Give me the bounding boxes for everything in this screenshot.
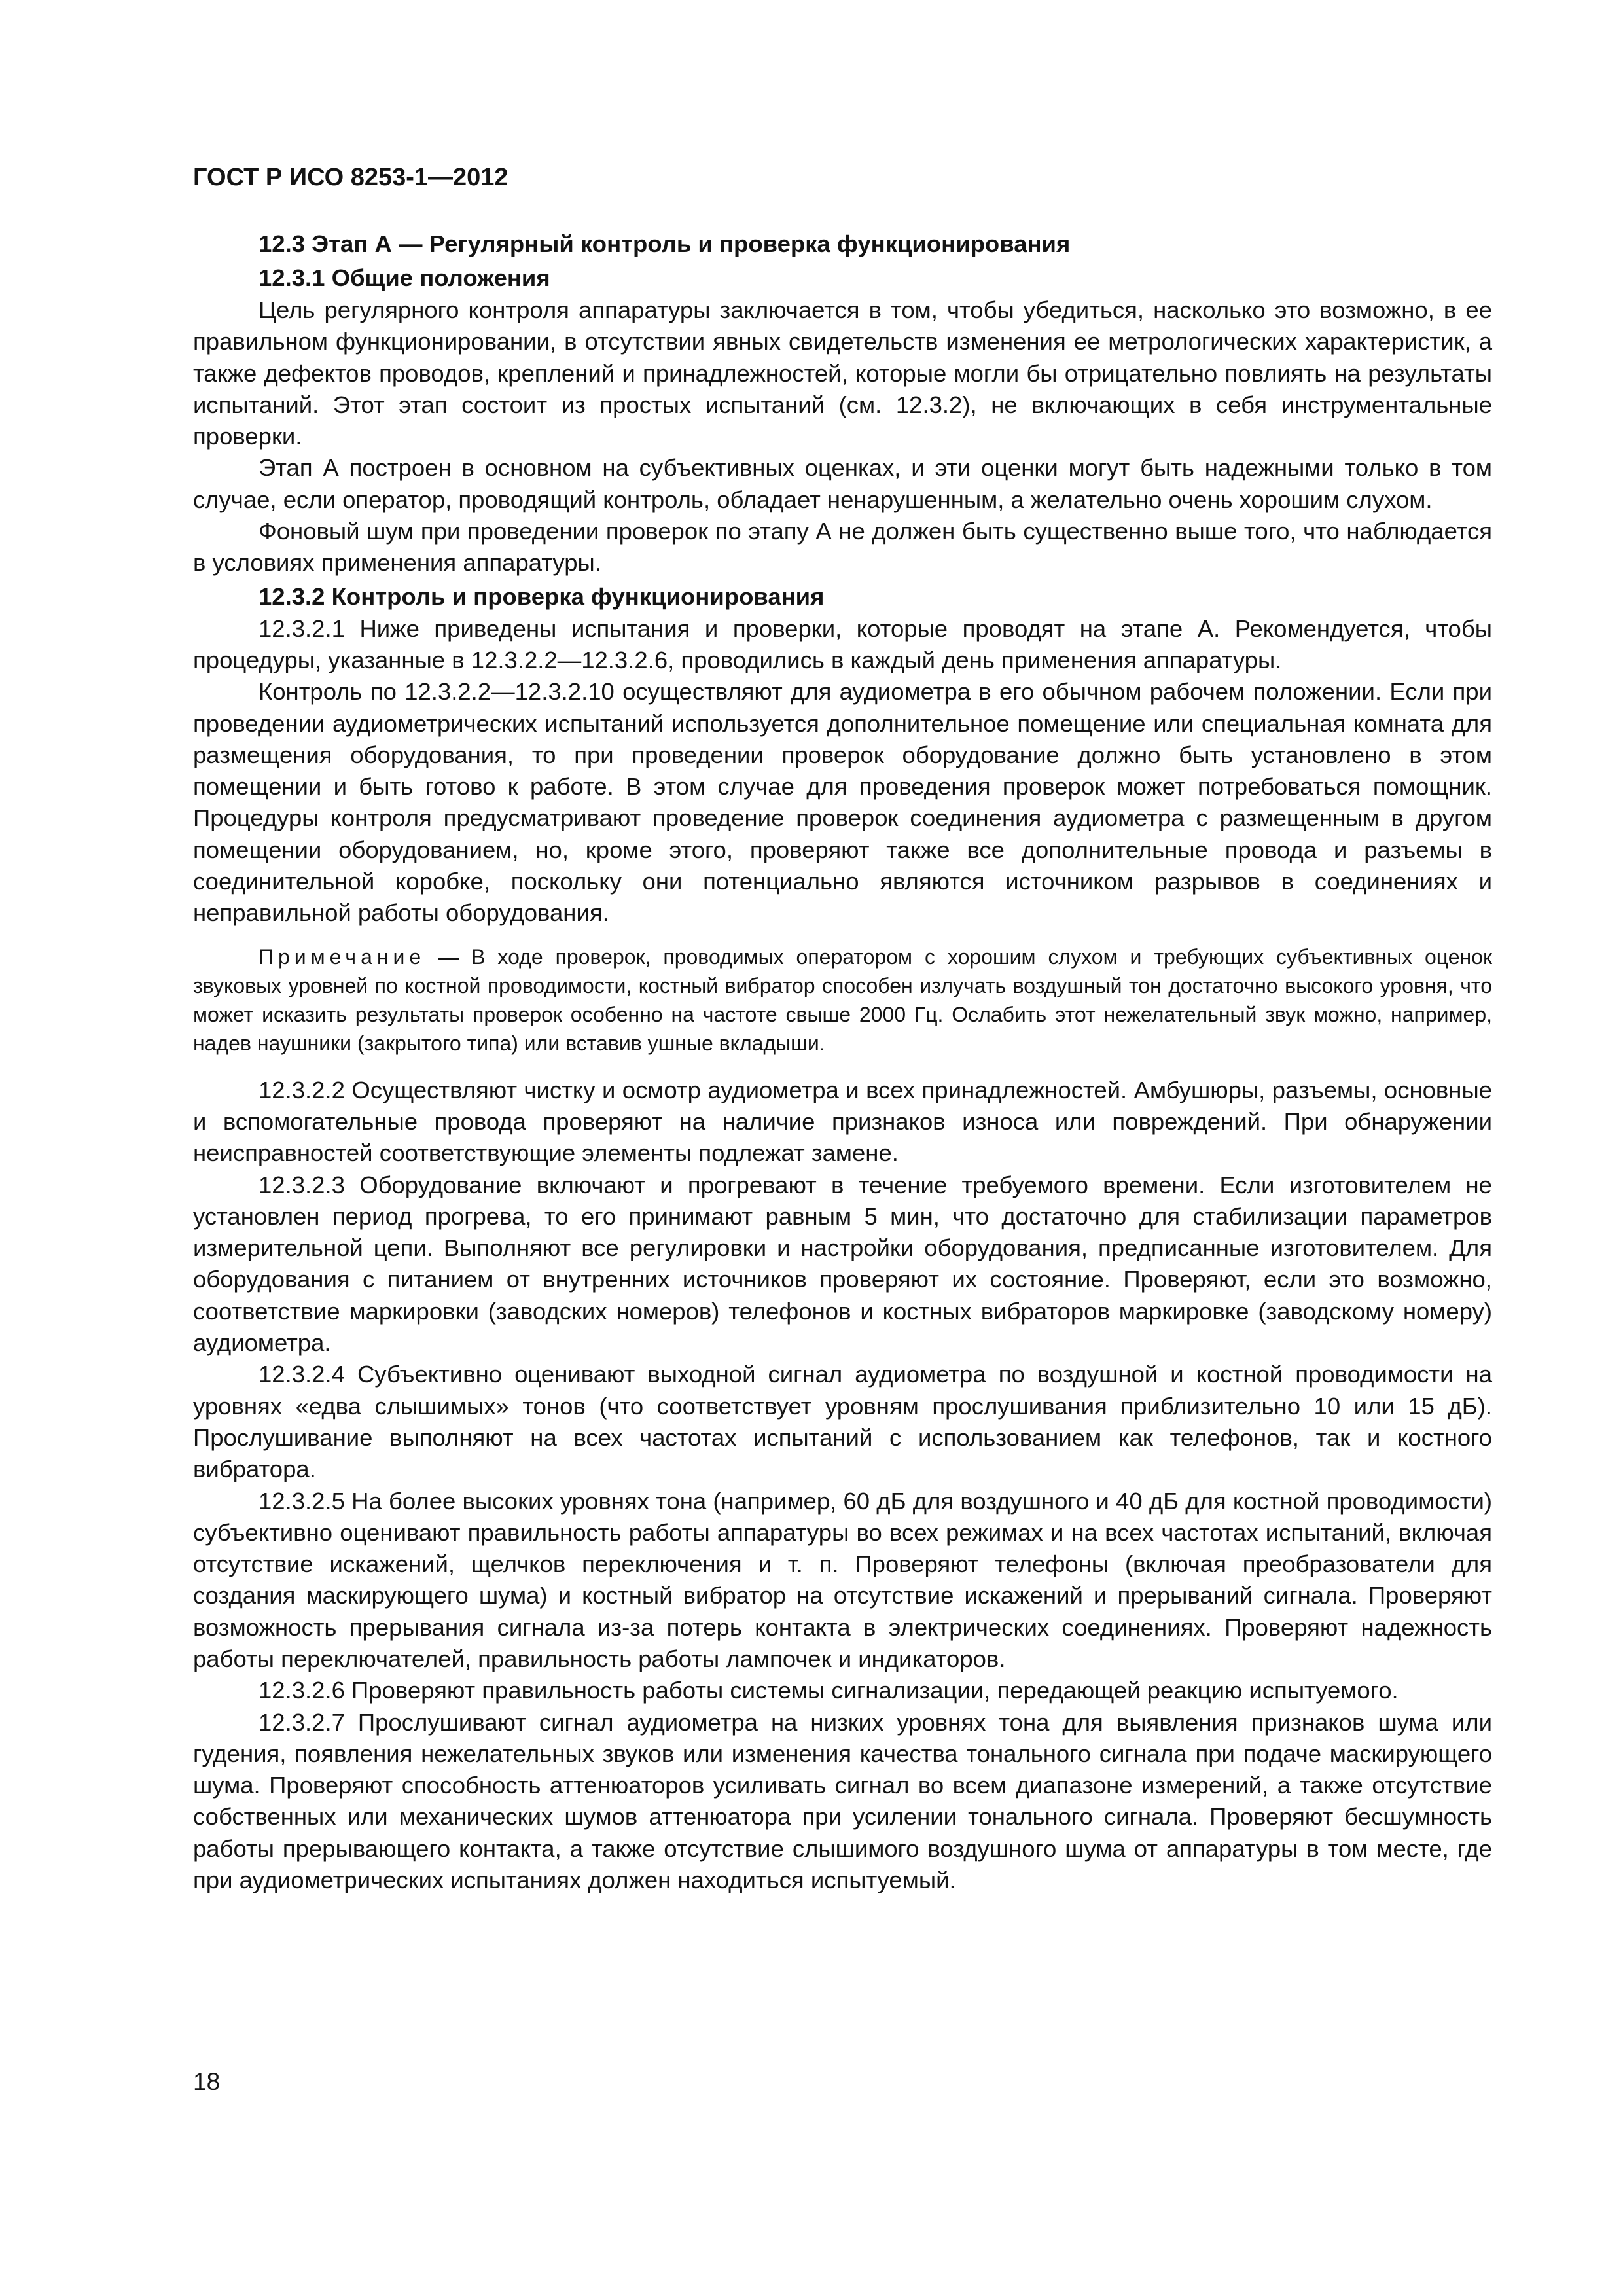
body-paragraph: 12.3.2.3 Оборудование включают и прогревают в течение требуемого времени. Если изготовителем не установлен период прогрева, то его принимают равным 5 мин, что достаточно для стабилизации параметров измерительной цепи. Выполняют все регулировки и настройки оборудования, предписанные изготовителем. Для оборудования с питанием от внутренних источников проверяют их состояние. Проверяют, если это возможно, соответствие маркировки (заводских номеров) телефонов и костных вибраторов маркировке (заводскому номеру) аудиометра. bbox=[193, 1171, 1492, 1357]
section-heading-12-3-1: 12.3.1 Общие положения bbox=[259, 264, 550, 291]
note-label: Примечание bbox=[259, 944, 426, 969]
body-paragraph: 12.3.2.5 На более высоких уровнях тона (например, 60 дБ для воздушного и 40 дБ для костной проводимости) субъективно оценивают правильность работы аппаратуры во всех режимах и на всех частотах испытаний, включая отсутствие искажений, щелчков переключения и т. п. Проверяют телефоны (включая преобразователи для создания маскирующего шума) и костный вибратор на отсутствие искажений и прерываний сигнала. Проверяют возможность прерывания сигнала из-за потерь контакта в электрических соединениях. Проверяют надежность работы переключателей, правильность работы лампочек и индикаторов. bbox=[193, 1487, 1492, 1672]
body-paragraph: Контроль по 12.3.2.2—12.3.2.10 осуществляют для аудиометра в его обычном рабочем положении. Если при проведении аудиометрических испытаний используется дополнительное помещение или специальная комната для размещения оборудования, то при проведении проверок оборудование должно быть установлено в этом помещении и быть готово к работе. В этом случае для проведения проверок может потребоваться помощник. Процедуры контроля предусматривают проведение проверок соединения аудиометра с размещенным в другом помещении оборудованием, но, кроме этого, проверяют также все дополнительные провода и разъемы в соединительной коробке, поскольку они потенциально являются источником разрывов в соединениях и неправильной работы оборудования. bbox=[193, 678, 1492, 927]
body-paragraph: Фоновый шум при проведении проверок по этапу А не должен быть существенно выше того, что наблюдается в условиях применения аппаратуры. bbox=[193, 518, 1492, 577]
body-paragraph: 12.3.2.4 Субъективно оценивают выходной сигнал аудиометра по воздушной и костной проводимости на уровнях «едва слышимых» тонов (что соответствует уровням прослушивания приблизительно 10 или 15 дБ). Прослушивание выполняют на всех частотах испытаний с использованием как телефонов, так и костного вибратора. bbox=[193, 1361, 1492, 1483]
page-number: 18 bbox=[193, 2068, 221, 2095]
note-text: — В ходе проверок, проводимых оператором с хорошим слухом и требующих субъективных оценок звуковых уровней по костной проводимости, костный вибратор способен излучать воздушный тон достаточно высокого уровня, что может исказить результаты проверок особенно на частоте свыше 2000 Гц. Ослабить этот нежелательный звук можно, например, надев наушники (закрытого типа) или вставив ушные вкладыши. bbox=[193, 944, 1492, 1055]
note-paragraph bbox=[193, 942, 1492, 1058]
body-paragraph: 12.3.2.6 Проверяют правильность работы системы сигнализации, передающей реакцию испытуемого. bbox=[259, 1677, 1399, 1704]
body-paragraph: 12.3.2.2 Осуществляют чистку и осмотр аудиометра и всех принадлежностей. Амбушюры, разъемы, основные и вспомогательные провода проверяют на наличие признаков износа или повреждений. При обнаружении неисправностей соответствующие элементы подлежат замене. bbox=[193, 1076, 1492, 1167]
body-paragraph: 12.3.2.1 Ниже приведены испытания и проверки, которые проводят на этапе А. Рекомендуется, чтобы процедуры, указанные в 12.3.2.2—12.3.2.6, проводились в каждый день применения аппаратуры. bbox=[193, 615, 1492, 673]
section-heading-12-3: 12.3 Этап А — Регулярный контроль и проверка функционирования bbox=[259, 230, 1071, 257]
section-heading-12-3-2: 12.3.2 Контроль и проверка функционирования bbox=[259, 583, 825, 610]
standard-header: ГОСТ Р ИСО 8253-1—2012 bbox=[193, 164, 508, 191]
body-paragraph: Этап А построен в основном на субъективных оценках, и эти оценки могут быть надежными только в том случае, если оператор, проводящий контроль, обладает ненарушенным, а желательно очень хорошим слухом. bbox=[193, 454, 1492, 513]
body-paragraph: Цель регулярного контроля аппаратуры заключается в том, чтобы убедиться, насколько это возможно, в ее правильном функционировании, в отсутствии явных свидетельств изменения ее метрологических характеристик, а также дефектов проводов, креплений и принадлежностей, которые могли бы отрицательно повлиять на результаты испытаний. Этот этап состоит из простых испытаний (см. 12.3.2), не включающих в себя инструментальные проверки. bbox=[193, 296, 1492, 450]
body-paragraph: 12.3.2.7 Прослушивают сигнал аудиометра на низких уровнях тона для выявления признаков шума или гудения, появления нежелательных звуков или изменения качества тонального сигнала при подаче маскирующего шума. Проверяют способность аттенюаторов усиливать сигнал во всем диапазоне измерений, а также отсутствие собственных или механических шумов аттенюатора при усилении тонального сигнала. Проверяют бесшумность работы прерывающего контакта, а также отсутствие слышимого воздушного шума от аппаратуры в том месте, где при аудиометрических испытаниях должен находиться испытуемый. bbox=[193, 1708, 1492, 1894]
document-body bbox=[193, 228, 1492, 1896]
